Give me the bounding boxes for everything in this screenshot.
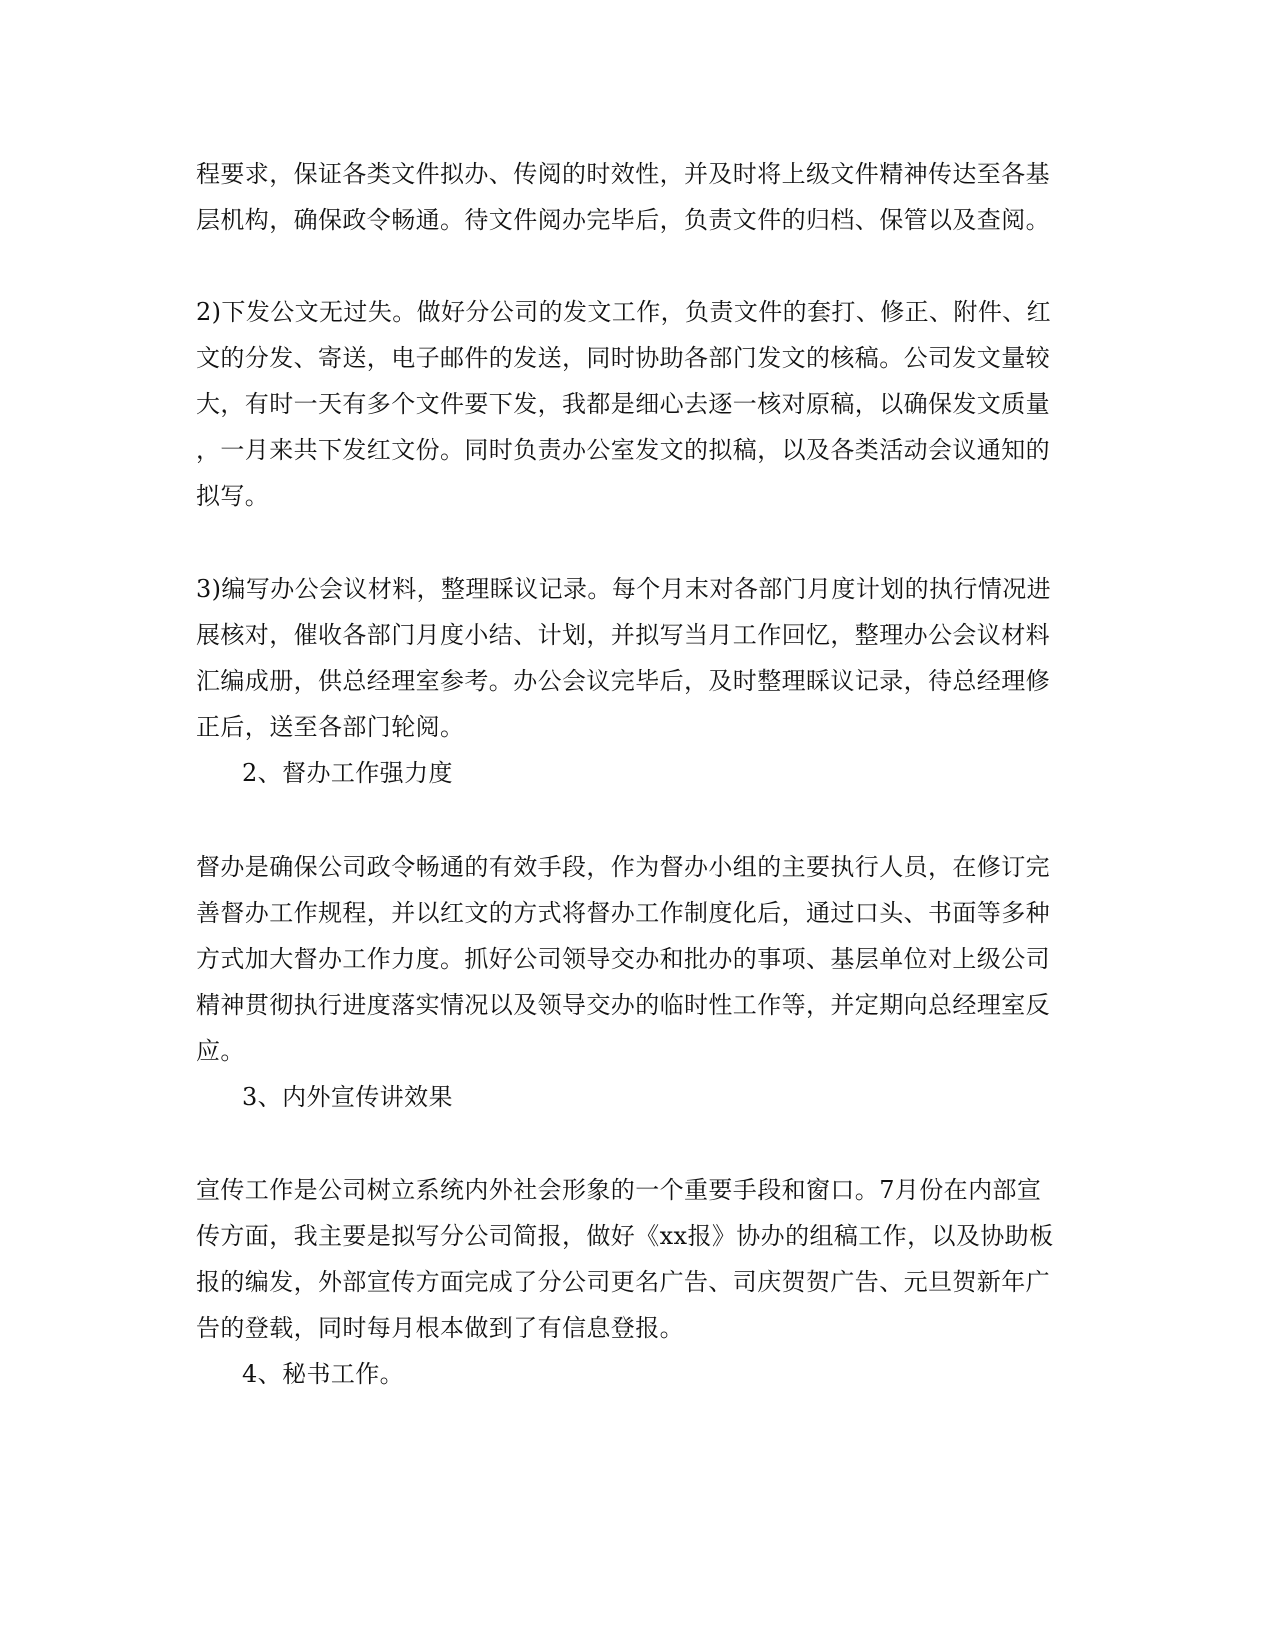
text-line: 善督办工作规程，并以红文的方式将督办工作制度化后，通过口头、书面等多种 [196,899,1050,927]
text-line: 层机构，确保政令畅通。待文件阅办完毕后，负责文件的归档、保管以及查阅。 [196,206,1050,234]
text-line: 大，有时一天有多个文件要下发，我都是细心去逐一核对原稿，以确保发文质量 [196,390,1050,418]
text-line: 拟写。 [196,482,270,510]
text-line: 督办是确保公司政令畅通的有效手段，作为督办小组的主要执行人员，在修订完 [196,853,1050,881]
text-line: 传方面，我主要是拟写分公司简报，做好《xx报》协办的组稿工作，以及协助板 [196,1222,1054,1250]
text-line: ，一月来共下发红文份。同时负责办公室发文的拟稿，以及各类活动会议通知的 [196,436,1050,464]
text-line: 文的分发、寄送，电子邮件的发送，同时协助各部门发文的核稿。公司发文量较 [196,344,1050,372]
text-line: 宣传工作是公司树立系统内外社会形象的一个重要手段和窗口。7月份在内部宣 [196,1176,1042,1204]
section-heading: 2、督办工作强力度 [242,759,453,787]
text-line: 程要求，保证各类文件拟办、传阅的时效性，并及时将上级文件精神传达至各基 [196,160,1050,188]
text-line: 汇编成册，供总经理室参考。办公会议完毕后，及时整理睬议记录，待总经理修 [196,667,1050,695]
text-line: 2)下发公文无过失。做好分公司的发文工作，负责文件的套打、修正、附件、红 [196,298,1052,326]
text-line: 方式加大督办工作力度。抓好公司领导交办和批办的事项、基层单位对上级公司 [196,945,1050,973]
text-line: 正后，送至各部门轮阅。 [196,713,465,741]
text-line: 精神贯彻执行进度落实情况以及领导交办的临时性工作等，并定期向总经理室反 [196,991,1050,1019]
text-line: 报的编发，外部宣传方面完成了分公司更名广告、司庆贺贺广告、元旦贺新年广 [196,1268,1050,1296]
section-heading: 3、内外宣传讲效果 [242,1083,453,1111]
text-line: 3)编写办公会议材料，整理睬议记录。每个月末对各部门月度计划的执行情况进 [196,575,1052,603]
text-line: 告的登载，同时每月根本做到了有信息登报。 [196,1314,684,1342]
text-line: 应。 [196,1037,245,1065]
section-heading: 4、秘书工作。 [242,1360,405,1388]
text-line: 展核对，催收各部门月度小结、计划，并拟写当月工作回忆，整理办公会议材料 [196,621,1050,649]
